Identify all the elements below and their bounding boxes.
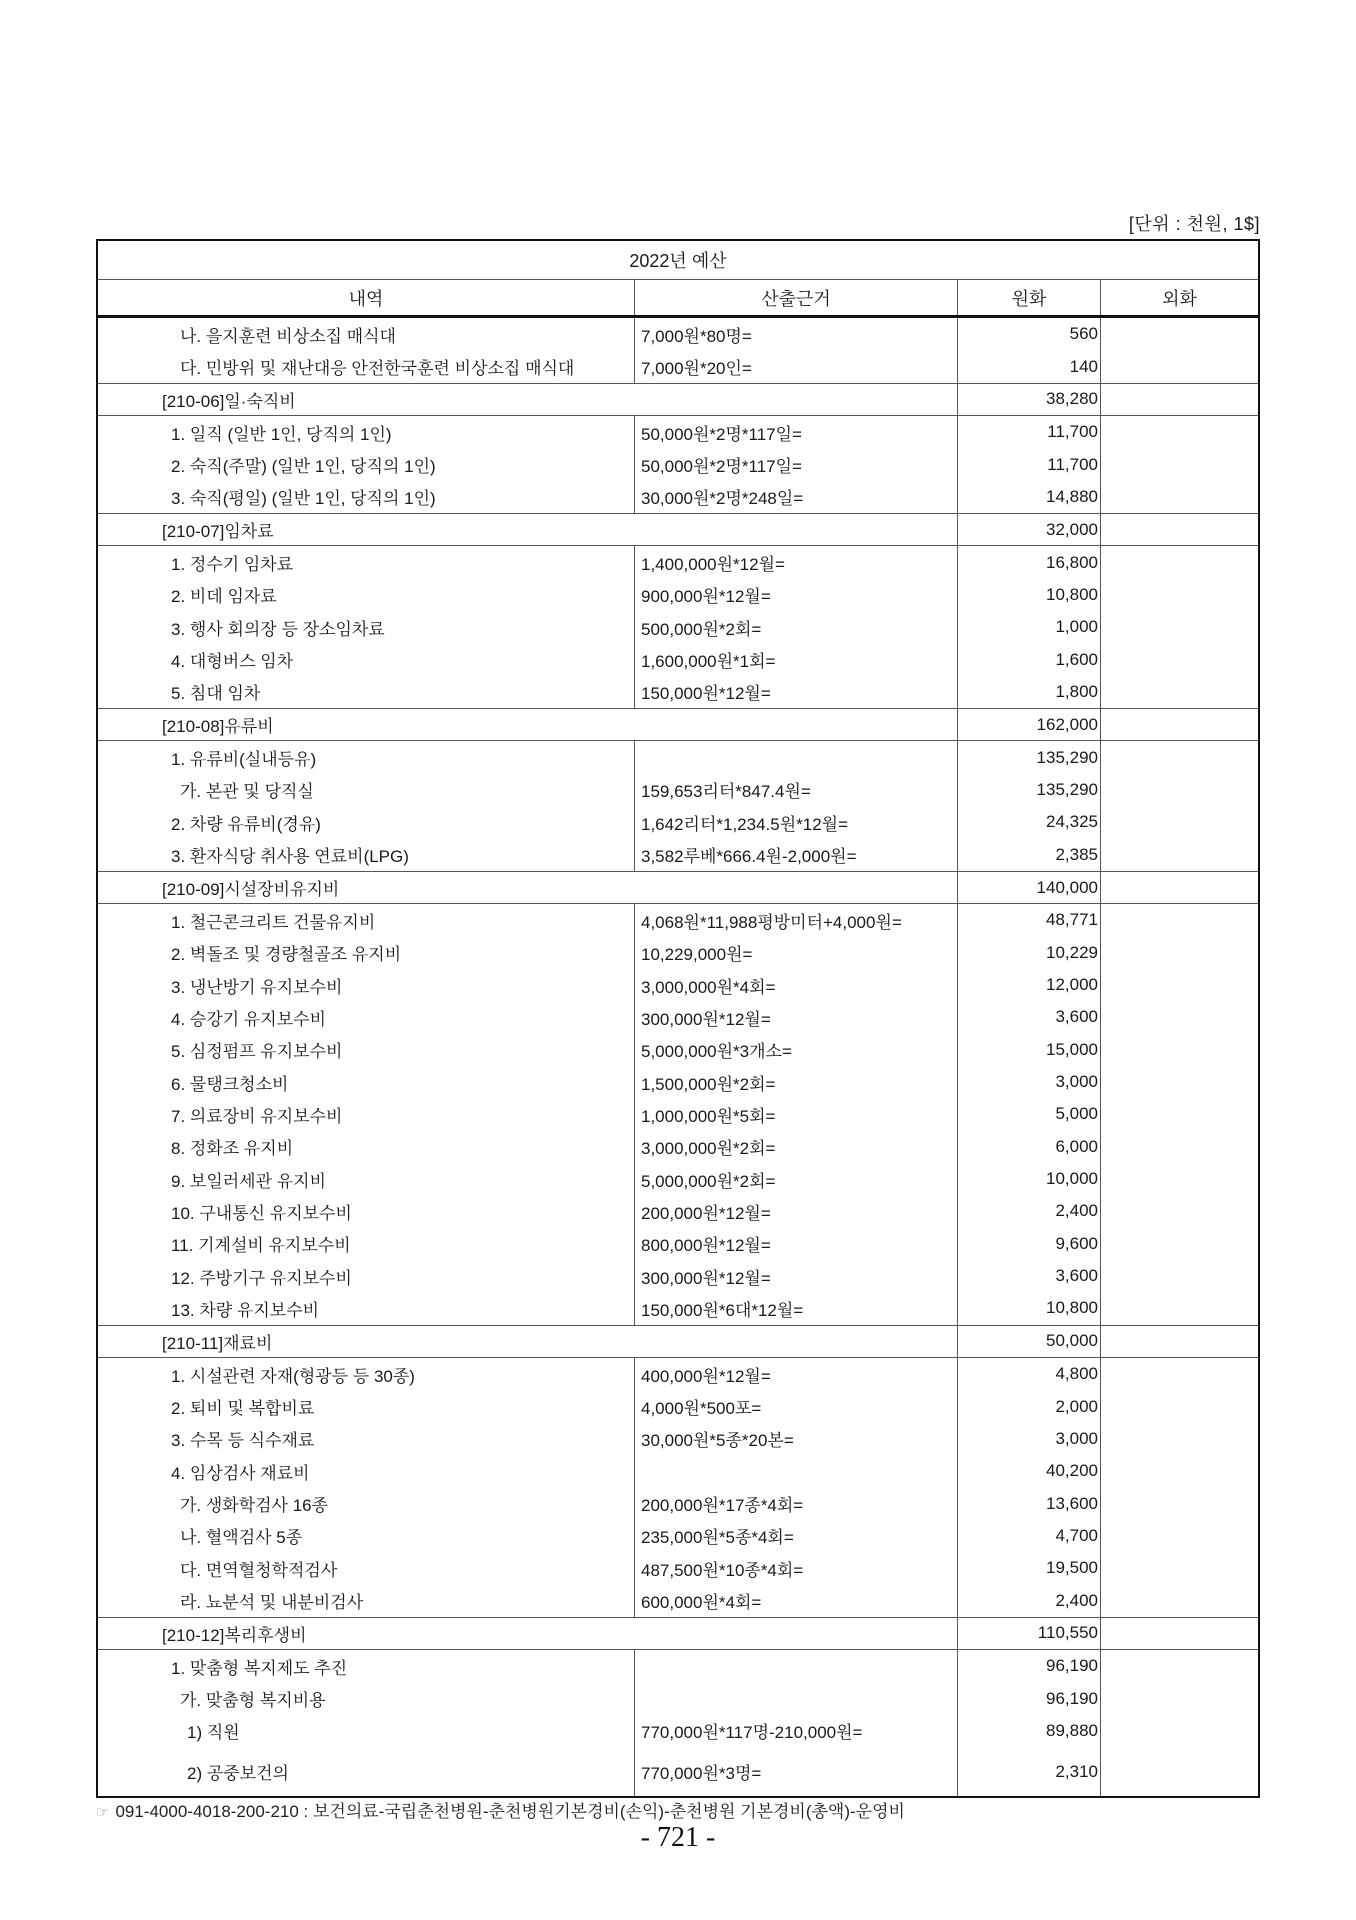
row-desc: 2. 벽돌조 및 경량철골조 유지비 — [98, 937, 635, 969]
row-desc: 1. 시설관련 자재(형광등 등 30종) — [98, 1358, 635, 1390]
row-desc: 9. 보일러세관 유지비 — [98, 1163, 635, 1195]
row-foreign — [1101, 611, 1258, 643]
row-basis: 30,000원*2명*248일= — [635, 481, 958, 513]
table-title: 2022년 예산 — [98, 241, 1258, 280]
row-desc: 11. 기계설비 유지보수비 — [98, 1228, 635, 1260]
section-header-row — [98, 1618, 1258, 1650]
budget-table — [96, 239, 1260, 1798]
header-desc: 내역 — [98, 280, 635, 315]
row-krw: 12,000 — [958, 969, 1101, 1001]
row-krw: 2,310 — [958, 1747, 1101, 1796]
row-desc: 5. 심정펌프 유지보수비 — [98, 1034, 635, 1066]
row-basis: 10,229,000원= — [635, 937, 958, 969]
row-foreign — [1101, 1260, 1258, 1292]
section-title: [210-09]시설장비유지비 — [98, 872, 958, 903]
row-basis: 3,582루베*666.4원-2,000원= — [635, 839, 958, 871]
section-krw: 50,000 — [958, 1326, 1101, 1357]
row-basis: 1,000,000원*5회= — [635, 1098, 958, 1130]
row-basis: 4,000원*500포= — [635, 1390, 958, 1422]
row-desc: 2. 숙직(주말) (일반 1인, 당직의 1인) — [98, 448, 635, 480]
row-foreign — [1101, 1163, 1258, 1195]
row-basis: 770,000원*117명-210,000원= — [635, 1715, 958, 1747]
table-row — [98, 1520, 1258, 1552]
table-row — [98, 481, 1258, 513]
row-desc: 2. 차량 유류비(경유) — [98, 806, 635, 838]
row-foreign — [1101, 969, 1258, 1001]
section-krw: 140,000 — [958, 872, 1101, 903]
row-desc: 1. 일직 (일반 1인, 당직의 1인) — [98, 416, 635, 448]
row-krw: 19,500 — [958, 1552, 1101, 1584]
row-krw: 9,600 — [958, 1228, 1101, 1260]
row-group — [98, 546, 1258, 709]
section-title: [210-06]일·숙직비 — [98, 384, 958, 415]
row-basis: 300,000원*12월= — [635, 1260, 958, 1292]
row-krw: 2,400 — [958, 1584, 1101, 1616]
row-foreign — [1101, 1552, 1258, 1584]
row-basis: 1,400,000원*12월= — [635, 546, 958, 578]
row-krw: 1,800 — [958, 676, 1101, 708]
row-desc: 가. 맞춤형 복지비용 — [98, 1682, 635, 1714]
footnote-text: 091-4000-4018-200-210 : 보건의료-국립춘천병원-춘천병원기본경비(손익)-춘천병원 기본경비(총액)-운영비 — [115, 1802, 905, 1821]
section-title: [210-11]재료비 — [98, 1326, 958, 1357]
row-foreign — [1101, 741, 1258, 773]
row-basis: 30,000원*5종*20본= — [635, 1423, 958, 1455]
row-desc: 3. 냉난방기 유지보수비 — [98, 969, 635, 1001]
section-header-row — [98, 1326, 1258, 1358]
row-foreign — [1101, 937, 1258, 969]
row-basis: 1,600,000원*1회= — [635, 643, 958, 675]
row-basis: 1,500,000원*2회= — [635, 1066, 958, 1098]
section-krw: 162,000 — [958, 709, 1101, 740]
row-krw: 4,800 — [958, 1358, 1101, 1390]
row-krw: 10,229 — [958, 937, 1101, 969]
row-basis: 487,500원*10종*4회= — [635, 1552, 958, 1584]
row-krw: 135,290 — [958, 741, 1101, 773]
row-foreign — [1101, 481, 1258, 513]
section-foreign — [1101, 1618, 1258, 1649]
row-desc: 다. 민방위 및 재난대응 안전한국훈련 비상소집 매식대 — [98, 350, 635, 382]
table-row — [98, 969, 1258, 1001]
table-row — [98, 1260, 1258, 1292]
row-desc: 2. 퇴비 및 복합비료 — [98, 1390, 635, 1422]
table-row — [98, 1228, 1258, 1260]
row-basis: 1,642리터*1,234.5원*12월= — [635, 806, 958, 838]
row-foreign — [1101, 1001, 1258, 1033]
row-basis: 7,000원*20인= — [635, 350, 958, 382]
row-basis: 50,000원*2명*117일= — [635, 416, 958, 448]
row-foreign — [1101, 1390, 1258, 1422]
row-desc: 1. 유류비(실내등유) — [98, 741, 635, 773]
row-foreign — [1101, 1455, 1258, 1487]
row-foreign — [1101, 643, 1258, 675]
row-foreign — [1101, 1487, 1258, 1519]
row-desc: 나. 혈액검사 5종 — [98, 1520, 635, 1552]
row-foreign — [1101, 318, 1258, 350]
section-header-row — [98, 384, 1258, 416]
header-krw: 원화 — [958, 280, 1101, 315]
row-foreign — [1101, 1131, 1258, 1163]
row-krw: 5,000 — [958, 1098, 1101, 1130]
row-basis: 800,000원*12월= — [635, 1228, 958, 1260]
page-number: - 721 - — [640, 1822, 716, 1853]
table-row — [98, 676, 1258, 708]
row-basis — [635, 741, 958, 773]
row-krw: 1,000 — [958, 611, 1101, 643]
row-krw: 48,771 — [958, 904, 1101, 936]
row-krw: 2,000 — [958, 1390, 1101, 1422]
row-foreign — [1101, 1423, 1258, 1455]
section-foreign — [1101, 1326, 1258, 1357]
row-foreign — [1101, 1358, 1258, 1390]
row-krw: 11,700 — [958, 416, 1101, 448]
row-krw: 3,600 — [958, 1260, 1101, 1292]
row-krw: 10,800 — [958, 1292, 1101, 1324]
table-row — [98, 1584, 1258, 1616]
row-krw: 3,600 — [958, 1001, 1101, 1033]
section-krw: 38,280 — [958, 384, 1101, 415]
row-desc: 1. 정수기 임차료 — [98, 546, 635, 578]
section-krw: 32,000 — [958, 514, 1101, 545]
row-desc: 라. 뇨분석 및 내분비검사 — [98, 1584, 635, 1616]
row-basis: 159,653리터*847.4원= — [635, 774, 958, 806]
table-row — [98, 1650, 1258, 1682]
row-desc: 1) 직원 — [98, 1715, 635, 1747]
row-desc: 4. 대형버스 임차 — [98, 643, 635, 675]
table-header-row — [98, 280, 1258, 318]
row-basis — [635, 1682, 958, 1714]
row-basis: 150,000원*6대*12월= — [635, 1292, 958, 1324]
row-desc: 나. 을지훈련 비상소집 매식대 — [98, 318, 635, 350]
row-desc: 3. 수목 등 식수재료 — [98, 1423, 635, 1455]
table-row — [98, 416, 1258, 448]
row-group — [98, 416, 1258, 514]
row-desc: 가. 생화학검사 16종 — [98, 1487, 635, 1519]
row-basis: 200,000원*17종*4회= — [635, 1487, 958, 1519]
table-row — [98, 1487, 1258, 1519]
row-krw: 140 — [958, 350, 1101, 382]
row-foreign — [1101, 1195, 1258, 1227]
header-foreign: 외화 — [1162, 288, 1197, 309]
table-row — [98, 1001, 1258, 1033]
table-row — [98, 1747, 1258, 1796]
row-desc: 2) 공중보건의 — [98, 1747, 635, 1796]
row-desc: 2. 비데 임자료 — [98, 579, 635, 611]
row-basis: 4,068원*11,988평방미터+4,000원= — [635, 904, 958, 936]
row-foreign — [1101, 350, 1258, 382]
row-basis — [635, 1650, 958, 1682]
section-title: [210-08]유류비 — [98, 709, 958, 740]
section-foreign — [1101, 709, 1258, 740]
row-basis: 50,000원*2명*117일= — [635, 448, 958, 480]
row-krw: 2,400 — [958, 1195, 1101, 1227]
table-row — [98, 839, 1258, 871]
row-desc: 가. 본관 및 당직실 — [98, 774, 635, 806]
row-desc: 4. 승강기 유지보수비 — [98, 1001, 635, 1033]
table-row — [98, 1034, 1258, 1066]
row-foreign — [1101, 676, 1258, 708]
row-foreign — [1101, 546, 1258, 578]
table-row — [98, 1163, 1258, 1195]
row-foreign — [1101, 1747, 1258, 1796]
row-foreign — [1101, 774, 1258, 806]
section-header-row — [98, 872, 1258, 904]
table-row — [98, 1131, 1258, 1163]
row-desc: 10. 구내통신 유지보수비 — [98, 1195, 635, 1227]
table-row — [98, 1682, 1258, 1714]
row-desc: 3. 행사 회의장 등 장소임차료 — [98, 611, 635, 643]
section-title: [210-12]복리후생비 — [98, 1618, 958, 1649]
row-desc: 3. 환자식당 취사용 연료비(LPG) — [98, 839, 635, 871]
row-basis: 200,000원*12월= — [635, 1195, 958, 1227]
row-desc: 다. 면역혈청학적검사 — [98, 1552, 635, 1584]
row-krw: 3,000 — [958, 1423, 1101, 1455]
table-row — [98, 1098, 1258, 1130]
row-foreign — [1101, 448, 1258, 480]
row-krw: 13,600 — [958, 1487, 1101, 1519]
row-foreign — [1101, 839, 1258, 871]
row-group — [98, 741, 1258, 871]
row-krw: 40,200 — [958, 1455, 1101, 1487]
row-foreign — [1101, 1034, 1258, 1066]
section-krw: 110,550 — [958, 1618, 1101, 1649]
row-foreign — [1101, 1584, 1258, 1616]
row-krw: 6,000 — [958, 1131, 1101, 1163]
row-basis: 600,000원*4회= — [635, 1584, 958, 1616]
row-group — [98, 1650, 1258, 1796]
table-row — [98, 350, 1258, 382]
table-row — [98, 904, 1258, 936]
row-basis: 900,000원*12월= — [635, 579, 958, 611]
table-row — [98, 643, 1258, 675]
table-row — [98, 546, 1258, 578]
table-row — [98, 318, 1258, 350]
row-group — [98, 318, 1258, 384]
table-row — [98, 1390, 1258, 1422]
row-desc: 1. 맞춤형 복지제도 추진 — [98, 1650, 635, 1682]
row-krw: 135,290 — [958, 774, 1101, 806]
row-desc: 7. 의료장비 유지보수비 — [98, 1098, 635, 1130]
row-krw: 10,800 — [958, 579, 1101, 611]
row-foreign — [1101, 1066, 1258, 1098]
row-krw: 560 — [958, 318, 1101, 350]
row-desc: 5. 침대 임차 — [98, 676, 635, 708]
row-krw: 14,880 — [958, 481, 1101, 513]
row-basis: 770,000원*3명= — [635, 1747, 958, 1796]
row-desc: 1. 철근콘크리트 건물유지비 — [98, 904, 635, 936]
row-krw: 96,190 — [958, 1682, 1101, 1714]
table-row — [98, 741, 1258, 773]
row-krw: 16,800 — [958, 546, 1101, 578]
table-body — [98, 318, 1258, 1796]
table-row — [98, 1066, 1258, 1098]
row-basis: 150,000원*12월= — [635, 676, 958, 708]
row-foreign — [1101, 1715, 1258, 1747]
row-krw: 24,325 — [958, 806, 1101, 838]
row-krw: 10,000 — [958, 1163, 1101, 1195]
section-foreign — [1101, 872, 1258, 903]
table-row — [98, 806, 1258, 838]
table-row — [98, 611, 1258, 643]
row-basis: 400,000원*12월= — [635, 1358, 958, 1390]
table-row — [98, 1423, 1258, 1455]
section-title: [210-07]임차료 — [98, 514, 958, 545]
table-row — [98, 1358, 1258, 1390]
row-group — [98, 904, 1258, 1325]
row-foreign — [1101, 1682, 1258, 1714]
row-krw: 4,700 — [958, 1520, 1101, 1552]
section-foreign — [1101, 384, 1258, 415]
section-foreign — [1101, 514, 1258, 545]
row-foreign — [1101, 416, 1258, 448]
table-row — [98, 1455, 1258, 1487]
row-krw: 1,600 — [958, 643, 1101, 675]
row-group — [98, 1358, 1258, 1618]
row-basis: 300,000원*12월= — [635, 1001, 958, 1033]
row-desc: 12. 주방기구 유지보수비 — [98, 1260, 635, 1292]
table-row — [98, 774, 1258, 806]
table-row — [98, 579, 1258, 611]
row-krw: 15,000 — [958, 1034, 1101, 1066]
row-foreign — [1101, 806, 1258, 838]
row-basis: 7,000원*80명= — [635, 318, 958, 350]
table-row — [98, 1292, 1258, 1324]
table-row — [98, 1552, 1258, 1584]
table-row — [98, 1195, 1258, 1227]
row-foreign — [1101, 1650, 1258, 1682]
row-krw: 2,385 — [958, 839, 1101, 871]
row-basis: 5,000,000원*3개소= — [635, 1034, 958, 1066]
row-desc: 4. 임상검사 재료비 — [98, 1455, 635, 1487]
footnote — [96, 1797, 905, 1822]
row-foreign — [1101, 904, 1258, 936]
row-krw: 96,190 — [958, 1650, 1101, 1682]
row-basis: 500,000원*2회= — [635, 611, 958, 643]
row-desc: 13. 차량 유지보수비 — [98, 1292, 635, 1324]
row-basis: 235,000원*5종*4회= — [635, 1520, 958, 1552]
row-desc: 6. 물탱크청소비 — [98, 1066, 635, 1098]
row-krw: 11,700 — [958, 448, 1101, 480]
row-desc: 3. 숙직(평일) (일반 1인, 당직의 1인) — [98, 481, 635, 513]
table-row — [98, 448, 1258, 480]
row-foreign — [1101, 1520, 1258, 1552]
row-foreign — [1101, 579, 1258, 611]
section-header-row — [98, 709, 1258, 741]
row-basis: 3,000,000원*2회= — [635, 1131, 958, 1163]
row-foreign — [1101, 1228, 1258, 1260]
row-basis: 3,000,000원*4회= — [635, 969, 958, 1001]
table-row — [98, 1715, 1258, 1747]
row-foreign — [1101, 1098, 1258, 1130]
row-desc: 8. 정화조 유지비 — [98, 1131, 635, 1163]
unit-label: [단위 : 천원, 1$] — [1128, 214, 1260, 234]
row-basis — [635, 1455, 958, 1487]
row-basis: 5,000,000원*2회= — [635, 1163, 958, 1195]
table-row — [98, 937, 1258, 969]
row-krw: 3,000 — [958, 1066, 1101, 1098]
row-krw: 89,880 — [958, 1715, 1101, 1747]
row-foreign — [1101, 1292, 1258, 1324]
section-header-row — [98, 514, 1258, 546]
pointing-hand-icon: ☞ — [96, 1804, 110, 1821]
header-basis: 산출근거 — [635, 280, 958, 315]
